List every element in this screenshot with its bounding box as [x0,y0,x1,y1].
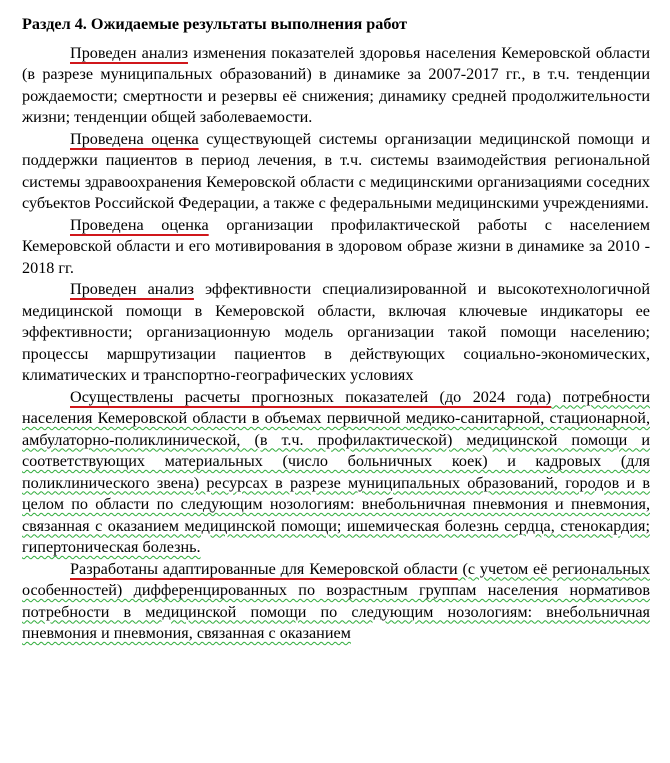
underlined-lead-phrase: Проведен анализ [70,43,188,62]
paragraph-forecast-calculations [22,387,650,559]
paragraph-norms-developed [22,559,650,645]
grammar-flagged-text: потребности населения Кемеровской области в объемах первичной медико-санитарной, стационарной, амбулаторно-поликлинической, (в т.ч. профилактической) медицинской помощи и соответствующих материальных (число больничных коек) и кадровых (для поликлинического звена) ресурсах в разрезе муниципальных образований, городов и в целом по области по следующим нозологиям: внебольничная пневмония и пневмония, связанная с оказанием медицинской помощи; ишемическая болезнь сердца, стенокардия; гипертоническая болезнь. [22,387,650,556]
paragraph-text: организации профилактической работы с населением Кемеровской области и его мотивирования в здоровом образе жизни в динамике за 2010 - 2018 гг. [22,215,651,277]
paragraph-text: изменения показателей здоровья населения Кемеровской области (в разрезе муниципальных образований) в динамике за 2007-2017 гг., в т.ч. тенденции рождаемости; смертности и резервы её снижения; динамику средней продолжительности жизни; тенденции общей заболеваемости. [22,43,650,126]
underlined-lead-phrase: Проведен анализ [70,280,194,298]
document-page [22,14,650,645]
paragraph-text: существующей системы организации медицинской помощи и поддержки пациентов в период лечения, в т.ч. системы взаимодействия региональной системы здравоохранения Кемеровской области с медицинскими организациями соседних субъектов Российской Федерации, а также с федеральными медицинскими учреждениями. [22,129,651,212]
paragraph-assessment-prevention [22,215,650,280]
underlined-lead-phrase: Разработаны адаптированные для Кемеровской области [70,559,458,578]
paragraph-assessment-system [22,129,650,215]
section-heading: Раздел 4. Ожидаемые результаты выполнения работ [22,15,408,33]
paragraph-analysis-health [22,43,650,129]
underlined-lead-phrase: Проведена оценка [70,129,199,148]
paragraph-analysis-specialized [22,279,650,387]
paragraph-text: эффективности специализированной и высокотехнологичной медицинской помощи в Кемеровской области, включая ключевые индикаторы ее эффективности; организационную модель организации такой помощи населению; процессы маршрутизации пациентов в действующих социально-экономических, климатических и транспортно-географических условиях [22,280,650,384]
underlined-lead-phrase: Проведена оценка [70,215,209,234]
underlined-lead-phrase: Осуществлены расчеты прогнозных показателей (до 2024 года) [70,387,552,406]
grammar-flagged-text: (с учетом её региональных особенностей) дифференцированных по возрастным группам населения нормативов потребности в медицинской помощи по следующим нозологиям: внебольничная пневмония и пневмония, связанная с оказанием [22,559,650,642]
